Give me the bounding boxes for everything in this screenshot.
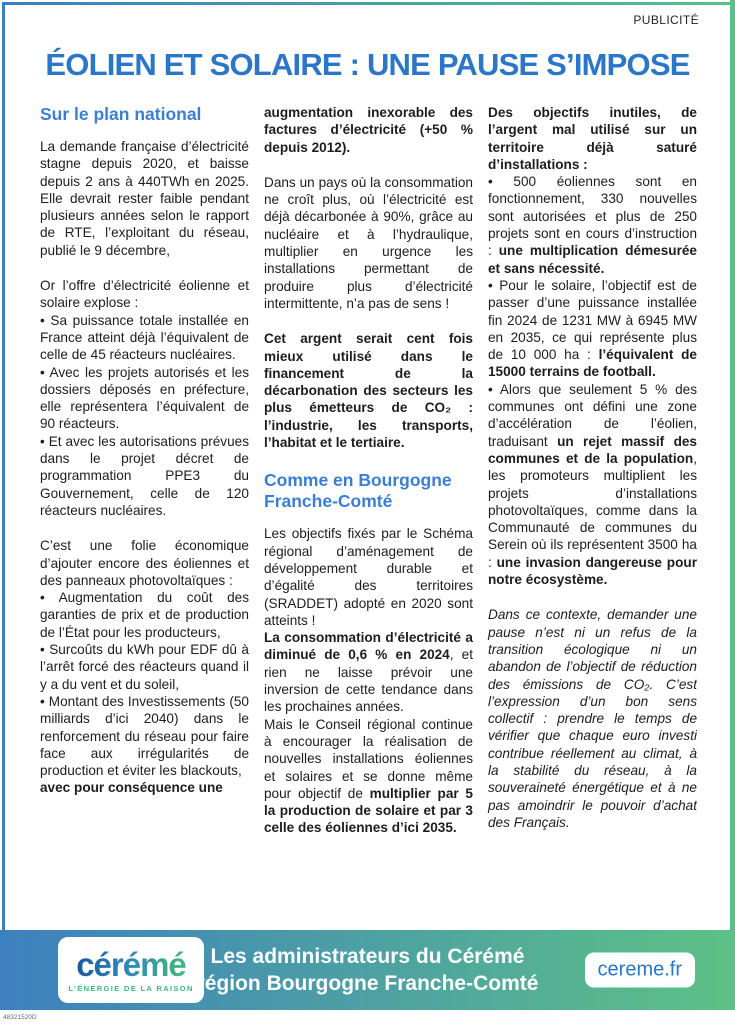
text-run: • Et avec les autorisations prévues dans le projet décret de programmation PPE3 du Gouvernement, celle de 120 réacteurs nucléaires. [40, 433, 249, 518]
text-run: • Montant des Investissements (50 milliards d’ici 2040) dans le renforcement du réseau pour faire face aux irrégularités de production et éviter les blackouts, [40, 693, 249, 779]
page-border-top [2, 2, 731, 5]
text-run: La consommation d’électricité a diminué de 0,6 % en 2024 [264, 630, 473, 663]
paragraph [488, 381, 697, 589]
text-run: Sur le plan national [40, 104, 202, 124]
paragraph [264, 629, 473, 715]
text-run: Des objectifs inutiles, de l’argent mal utilisé sur un territoire déjà saturé d’installations : [488, 105, 697, 172]
paragraph [488, 277, 697, 381]
text-run: l’équivalent de 15000 terrains de football. [488, 347, 697, 380]
text-run: • 500 éoliennes sont en fonctionnement, 330 nouvelles sont autorisées et plus de 250 projets sont en cours d’instruction : [488, 174, 697, 259]
text-run: Mais le Conseil régional continue à encourager la réalisation de nouvelles installations éoliennes et solaires et se donne même pour objectif de [264, 716, 473, 801]
cereme-logo-text: cérémé [76, 945, 186, 983]
section-heading [40, 104, 249, 125]
article-columns [40, 104, 697, 928]
paragraph [40, 537, 249, 589]
column-plan-national [40, 104, 249, 928]
footer-message-line1: Les administrateurs du Cérémé [210, 945, 525, 968]
print-code: 48321520D [3, 1014, 37, 1021]
text-run: • Pour le solaire, l’objectif est de passer d’une puissance installée fin 2024 de 1231 MW à 6945 MW en 2035, ce qui représente plus de 10 000 ha : [488, 277, 697, 363]
footer-banner [0, 930, 735, 1010]
text-run: augmentation inexorable des factures d’électricité (+50 % depuis 2012). [264, 105, 473, 155]
text-run: , les promoteurs multiplient les projets d’installations photovoltaïques, comme dans la Communauté de communes du Serein où ils représentent 3500 ha : [488, 450, 697, 570]
website-link[interactable]: cereme.fr [585, 953, 695, 988]
text-run: une invasion dangereuse pour notre écosystème. [488, 554, 697, 588]
paragraph [40, 277, 249, 312]
text-run: Les objectifs fixés par le Schéma régional d’aménagement de développement durable et d’égalité des territoires (SRADDET) adopté en 2020 sont atteints ! [264, 526, 473, 628]
text-run: Cet argent serait cent fois mieux utilisé dans le financement de la décarbonation des secteurs les plus émetteurs de CO₂ : l’industrie, les transports, l’habitat et le tertiaire. [264, 331, 473, 451]
paragraph [264, 716, 473, 837]
paragraph [40, 433, 249, 519]
cereme-logo-tagline: L’ÉNERGIE DE LA RAISON [68, 983, 194, 993]
paragraph [40, 364, 249, 433]
text-run: • Augmentation du coût des garanties de prix et de production de l’État pour les producteurs, [40, 590, 249, 640]
text-run: un rejet massif des communes et de la population [488, 433, 697, 466]
paragraph [488, 173, 697, 277]
paragraph [40, 589, 249, 641]
paragraph [488, 606, 697, 831]
column-objectifs-inutiles [488, 104, 697, 928]
text-run: avec pour conséquence une [40, 780, 223, 796]
paragraph [264, 330, 473, 451]
page-title: ÉOLIEN ET SOLAIRE : UNE PAUSE S’IMPOSE [45, 47, 690, 82]
publicite-label: PUBLICITÉ [633, 13, 699, 27]
paragraph [264, 104, 473, 156]
paragraph [40, 693, 249, 779]
text-run: Dans un pays où la consommation ne croît plus, où l’électricité est déjà décarbonée à 90%, grâce au nucléaire et à l’hydraulique, multiplier en urgence les installations permettant de produire plus d’électricité intermittente, n’a pas de sens ! [264, 174, 473, 311]
column-bourgogne-franche-comte [264, 104, 473, 928]
text-run: Dans ce contexte, demander une pause n’est ni un refus de la transition écologique ni un abandon de l’objectif de réduction des émissions de CO₂. C’est l’expression d’un bon sens collectif : prendre le temps de vérifier que chaque euro investi contribue réellement au climat, à la stabilité du réseau, à la souveraineté énergétique et à ne pas amoindrir le pouvoir d’achat des Français. [488, 607, 697, 830]
text-run: • Avec les projets autorisés et les dossiers déposés en préfecture, elle représentera l’équivalent de 90 réacteurs. [40, 364, 249, 432]
paragraph [264, 525, 473, 629]
section-heading [264, 470, 473, 512]
text-run: une multiplication démesurée et sans nécessité. [488, 243, 697, 276]
paragraph [40, 312, 249, 364]
paragraph [40, 138, 249, 259]
paragraph [40, 779, 249, 796]
paragraph [40, 641, 249, 693]
text-run: • Surcoûts du kWh pour EDF dû à l’arrêt forcé des réacteurs quand il y a du vent et du soleil, [40, 642, 249, 692]
text-run: • Sa puissance totale installée en France atteint déjà l’équivalent de celle de 45 réacteurs nucléaires. [40, 312, 249, 363]
page-border-right [730, 0, 735, 1010]
text-run: , et rien ne laisse prévoir une inversion de cette tendance dans les prochaines années. [264, 647, 473, 715]
text-run: C’est une folie économique d’ajouter encore des éoliennes et des panneaux photovoltaïques : [40, 538, 249, 588]
text-run: • Alors que seulement 5 % des communes ont défini une zone d’accélération de l’éolien, traduisant [488, 381, 697, 449]
text-run: Or l’offre d’électricité éolienne et solaire explose : [40, 278, 249, 311]
text-run: multiplier par 5 la production de solaire et par 3 celle des éoliennes d’ici 2035. [264, 785, 473, 836]
text-run: La demande française d’électricité stagne depuis 2020, et baisse depuis 2 ans à 440TWh en 2025. Elle devrait rester faible pendant plusieurs années selon le rapport de RTE, l’exploitant du réseau, publié le 9 décembre, [40, 139, 249, 258]
footer-message-line2: région Bourgogne Franche-Comté [196, 972, 539, 995]
paragraph [264, 174, 473, 312]
page-border-left [2, 2, 5, 930]
paragraph [488, 104, 697, 173]
text-run: Comme en Bourgogne Franche-Comté [264, 470, 452, 512]
